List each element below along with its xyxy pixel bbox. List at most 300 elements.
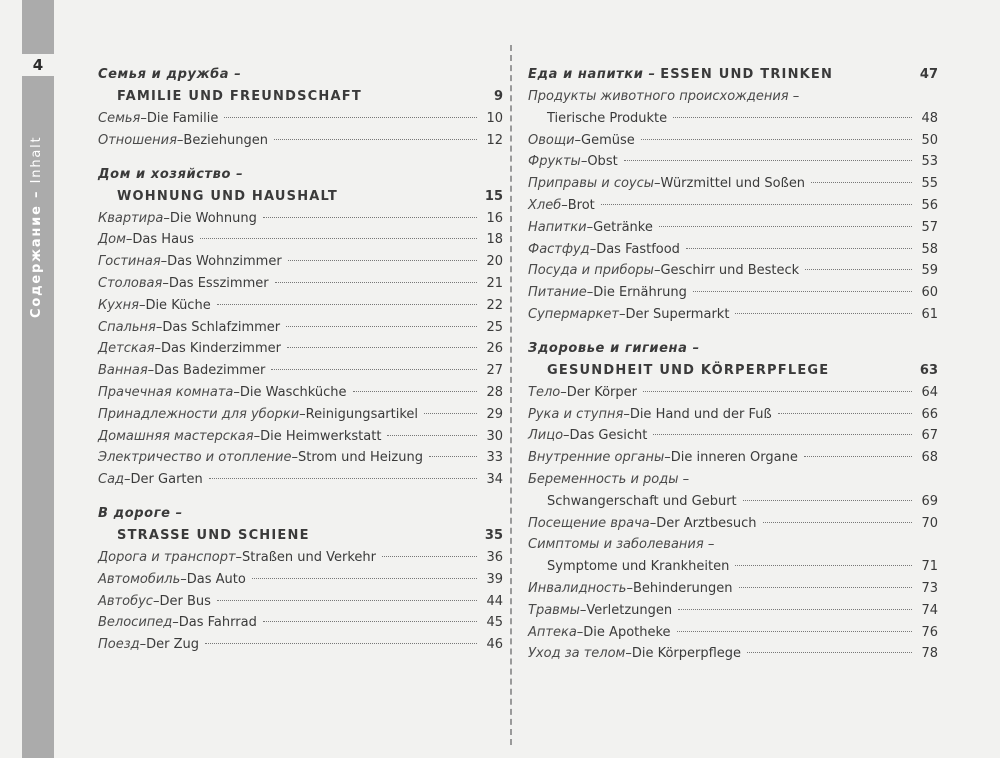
section-title-ru: Семья и дружба – [98, 67, 242, 82]
toc-entry-ru: Фрукты [528, 154, 581, 170]
dot-leader [217, 600, 477, 601]
toc-entry[interactable] [98, 273, 503, 295]
toc-entry-separator: – [160, 254, 168, 270]
toc-entry-page: 34 [486, 472, 503, 488]
toc-entry[interactable] [98, 295, 503, 317]
toc-entry-ru: Фастфуд [528, 241, 590, 257]
toc-entry[interactable] [98, 591, 503, 613]
toc-entry-page: 50 [921, 132, 938, 148]
toc-entry-de: Das Fastfood [596, 241, 680, 257]
toc-entry[interactable] [528, 217, 938, 239]
toc-entry-page: 27 [486, 363, 503, 379]
section-heading-line [98, 525, 503, 547]
toc-entry-line [98, 338, 503, 360]
toc-entry-line [528, 239, 938, 261]
dot-leader [641, 139, 912, 140]
section-title-de: ESSEN UND TRINKEN [660, 67, 834, 82]
toc-entry-page: 69 [921, 493, 938, 509]
toc-entry[interactable] [98, 404, 503, 426]
dot-leader [743, 500, 912, 501]
page-number: 4 [22, 54, 54, 76]
section-heading-line [98, 86, 503, 108]
toc-entry-ru: Поезд [98, 637, 140, 653]
toc-entry[interactable] [528, 151, 938, 173]
toc-entry-line [528, 217, 938, 239]
section-title-ru: Дом и хозяйство – [98, 166, 244, 182]
toc-entry-line [98, 208, 503, 230]
toc-entry-separator: – [299, 406, 306, 422]
toc-entry-ru: Травмы [528, 602, 580, 618]
dot-leader [424, 413, 477, 414]
toc-entry-line [528, 108, 938, 130]
toc-entry-de: Das Wohnzimmer [167, 254, 282, 270]
toc-entry-line [528, 469, 938, 491]
side-label [29, 136, 44, 318]
toc-entry-de: Geschirr und Besteck [660, 263, 800, 279]
toc-entry-page: 39 [486, 571, 503, 587]
toc-entry-separator: – [291, 450, 298, 466]
dot-leader [205, 643, 477, 644]
toc-entry-line [98, 130, 503, 152]
toc-entry-separator: – [154, 341, 162, 357]
toc-entry-ru: Отношения [98, 132, 177, 148]
toc-entry-page: 66 [921, 406, 938, 422]
toc-entry-de: Die Heimwerkstatt [260, 428, 382, 444]
dot-leader [678, 609, 912, 610]
toc-entry-ru: Овощи [528, 132, 575, 148]
toc-entry-de: Der Garten [130, 472, 203, 488]
toc-entry-ru: Принадлежности для уборки [98, 406, 300, 422]
toc-entry-de: Beziehungen [183, 132, 268, 148]
right-column [528, 64, 938, 677]
dot-leader [217, 304, 477, 305]
section-heading-line [98, 503, 503, 525]
toc-section [528, 64, 938, 326]
dot-leader [811, 182, 912, 183]
toc-entry-page: 44 [486, 593, 503, 609]
toc-section [98, 164, 503, 491]
toc-entry-ru: Дорога и транспорт [98, 549, 236, 565]
toc-entry-page: 10 [486, 111, 503, 126]
side-label-sub: Inhalt [29, 135, 44, 184]
toc-entry-separator: – [561, 197, 568, 213]
toc-entry-page: 25 [486, 319, 503, 335]
toc-entry-page: 73 [921, 580, 938, 596]
toc-entry-line [98, 317, 503, 339]
dot-leader [287, 347, 477, 348]
toc-entry[interactable] [528, 600, 938, 622]
toc-entry[interactable] [98, 447, 503, 469]
toc-entry-ru: Супермаркет [528, 306, 619, 322]
dot-leader [763, 522, 912, 523]
toc-entry-separator: – [586, 285, 594, 301]
dot-leader [274, 139, 477, 140]
section-page-number: 63 [919, 362, 938, 378]
toc-entry-ru: Инвалидность [528, 580, 627, 596]
toc-entry-page: 68 [921, 450, 938, 466]
toc-entry-de: Das Auto [186, 571, 246, 587]
toc-entry-page: 71 [921, 559, 938, 575]
toc-entry-line [528, 282, 938, 304]
toc-entry-ru: Напитки [528, 219, 587, 235]
toc-entry-ru: Беременность и роды – [528, 471, 690, 487]
toc-entry-separator: – [253, 428, 261, 444]
toc-entry-separator: – [626, 580, 633, 596]
dot-leader [353, 391, 477, 392]
toc-section [528, 338, 938, 665]
toc-entry-page: 67 [921, 428, 938, 444]
toc-entry-de: Würzmittel und Soßen [660, 176, 806, 192]
dot-leader [686, 248, 912, 249]
dot-leader [200, 238, 477, 239]
toc-entry-ru: Симптомы и заболевания – [528, 537, 715, 553]
section-page-number: 15 [484, 188, 503, 204]
toc-entry-de: Die Familie [146, 111, 219, 126]
toc-entry-line [98, 295, 503, 317]
toc-entry-de: Das Gesicht [569, 428, 648, 444]
toc-entry[interactable] [528, 534, 938, 578]
toc-entry[interactable] [98, 547, 503, 569]
toc-entry-de: Schwangerschaft und Geburt [547, 493, 737, 509]
toc-entry-line [528, 534, 938, 556]
section-heading-line [98, 164, 503, 186]
toc-entry-page: 76 [921, 624, 938, 640]
toc-entry-line [528, 643, 938, 665]
toc-entry-page: 18 [486, 232, 503, 248]
dot-leader [653, 434, 912, 435]
toc-entry[interactable] [528, 404, 938, 426]
toc-entry-line [528, 130, 938, 152]
toc-entry-separator: – [563, 428, 570, 444]
toc-entry-page: 59 [921, 263, 938, 279]
toc-entry-line [98, 591, 503, 613]
dot-leader [263, 621, 477, 622]
toc-entry-de: Der Bus [159, 593, 211, 609]
section-heading [528, 64, 938, 86]
toc-entry-separator: – [162, 275, 169, 291]
toc-entry[interactable] [528, 173, 938, 195]
toc-entry-de: Die Waschküche [239, 384, 347, 400]
toc-entry[interactable] [528, 469, 938, 513]
dot-leader [778, 413, 912, 414]
toc-entry-ru: Продукты животного происхождения – [528, 89, 800, 104]
toc-entry-ru: Тело [528, 384, 561, 400]
toc-entry-line [98, 569, 503, 591]
toc-entry-de: Die Wohnung [169, 210, 257, 226]
toc-entry[interactable] [528, 578, 938, 600]
toc-entry-separator: – [124, 472, 131, 488]
toc-entry-line [98, 382, 503, 404]
toc-entry[interactable] [528, 425, 938, 447]
toc-entry-separator: – [664, 450, 671, 466]
toc-entry-separator: – [155, 319, 163, 335]
dot-leader [673, 117, 912, 118]
section-title-de: STRASSE UND SCHIENE [117, 527, 310, 543]
dot-leader [601, 204, 912, 205]
toc-entry-ru: Рука и ступня [528, 406, 624, 422]
toc-entry-ru: Внутренние органы [528, 450, 665, 466]
toc-entry-ru: Электричество и отопление [98, 450, 292, 466]
toc-entry-ru: Велосипед [98, 615, 173, 631]
toc-entry[interactable] [528, 382, 938, 404]
section-heading-line [528, 338, 938, 360]
toc-entry-separator: – [623, 406, 630, 422]
toc-entry-page: 61 [921, 306, 938, 322]
toc-entry-page: 48 [921, 110, 938, 126]
section-page-number: 47 [919, 67, 938, 82]
toc-entry-page: 60 [921, 285, 938, 301]
toc-entry-separator: – [235, 549, 243, 565]
toc-entry-ru: Аптека [528, 624, 577, 640]
section-title-ru: Здоровье и гигиена – [528, 340, 700, 356]
toc-entry-ru: Кухня [98, 297, 139, 313]
toc-entry-line [98, 360, 503, 382]
section-heading [528, 338, 938, 382]
toc-entry-ru: Семья [98, 111, 141, 126]
toc-entry-separator: – [176, 132, 184, 148]
toc-entry-de: Das Haus [132, 232, 195, 248]
toc-entry-ru: Домашняя мастерская [98, 428, 254, 444]
section-heading [98, 164, 503, 208]
toc-entry-ru: Хлеб [528, 197, 562, 213]
section-title-de: GESUNDHEIT UND KÖRPERPFLEGE [547, 362, 830, 378]
toc-entry-line [528, 382, 938, 404]
toc-entry[interactable] [98, 360, 503, 382]
toc-entry-ru: Лицо [528, 428, 564, 444]
toc-entry-page: 74 [921, 602, 938, 618]
toc-entry-de: Der Supermarkt [625, 306, 730, 322]
toc-entry-ru: Спальня [98, 319, 156, 335]
dot-leader [429, 456, 477, 457]
toc-entry-separator: – [579, 602, 587, 618]
toc-entry-de: Der Zug [146, 637, 200, 653]
toc-entry-separator: – [586, 219, 594, 235]
toc-entry-de: Verletzungen [586, 602, 673, 618]
toc-entry-page: 33 [486, 450, 503, 466]
toc-entry[interactable] [528, 239, 938, 261]
toc-entry-page: 20 [486, 254, 503, 270]
toc-entry-ru: Прачечная комната [98, 384, 234, 400]
dot-leader [739, 587, 912, 588]
toc-entry-line [528, 513, 938, 535]
toc-entry[interactable] [528, 622, 938, 644]
toc-entry-de: Tierische Produkte [547, 110, 668, 126]
column-divider [510, 45, 512, 745]
toc-entry-page: 56 [921, 197, 938, 213]
toc-entry[interactable] [98, 317, 503, 339]
toc-entry-de: Das Esszimmer [168, 275, 269, 291]
section-heading-line [528, 360, 938, 382]
toc-entry-line [528, 173, 938, 195]
toc-entry[interactable] [98, 569, 503, 591]
toc-entry[interactable] [98, 130, 503, 152]
toc-entry-ru: Гостиная [98, 254, 161, 270]
toc-entry[interactable] [98, 634, 503, 656]
toc-entry-ru: Квартира [98, 210, 164, 226]
toc-entry-line [98, 547, 503, 569]
toc-entry-line [528, 600, 938, 622]
toc-entry[interactable] [98, 612, 503, 634]
toc-entry-page: 53 [921, 154, 938, 170]
toc-entry[interactable] [528, 195, 938, 217]
section-heading [98, 64, 503, 108]
toc-entry-page: 29 [486, 406, 503, 422]
toc-entry-page: 46 [486, 637, 503, 653]
toc-entry[interactable] [98, 426, 503, 448]
toc-entry-line [528, 622, 938, 644]
toc-entry-separator: – [576, 624, 584, 640]
section-title-de: WOHNUNG UND HAUSHALT [117, 188, 338, 204]
side-strip [22, 0, 54, 758]
dot-leader [677, 631, 912, 632]
left-column [98, 64, 503, 668]
section-heading-line [98, 64, 503, 86]
toc-entry-page: 16 [486, 210, 503, 226]
toc-entry-de: Strom und Heizung [297, 450, 423, 466]
toc-entry[interactable] [528, 304, 938, 326]
section-heading-line [528, 64, 938, 86]
toc-entry-ru: Питание [528, 285, 587, 301]
toc-entry-ru: Сад [98, 472, 125, 488]
toc-entry-separator: – [589, 241, 597, 257]
toc-entry[interactable] [528, 86, 938, 130]
toc-entry-separator: – [152, 593, 160, 609]
toc-entry[interactable] [528, 260, 938, 282]
dot-leader [659, 226, 912, 227]
dot-leader [252, 578, 477, 579]
dot-leader [387, 435, 477, 436]
toc-entry-separator: – [138, 297, 146, 313]
toc-entry-de: Gemüse [581, 132, 635, 148]
toc-entry-separator: – [172, 615, 179, 631]
toc-entry-ru: Ванная [98, 363, 148, 379]
toc-entry-ru: Автомобиль [98, 571, 181, 587]
toc-entry-de: Die Körperpflege [631, 646, 742, 662]
toc-entry-separator: – [654, 176, 661, 192]
toc-entry[interactable] [98, 208, 503, 230]
toc-entry-page: 57 [921, 219, 938, 235]
dot-leader [271, 369, 477, 370]
toc-entry-de: Obst [587, 154, 618, 170]
toc-entry-de: Der Arztbesuch [656, 515, 757, 531]
toc-entry-line [98, 251, 503, 273]
toc-entry-de: Symptome und Krankheiten [547, 559, 730, 575]
toc-entry-line [528, 151, 938, 173]
dot-leader [382, 556, 477, 557]
toc-entry-line [528, 86, 938, 108]
toc-entry-ru: Автобус [98, 593, 153, 609]
toc-entry-ru: Столовая [98, 275, 163, 291]
toc-entry[interactable] [528, 282, 938, 304]
toc-entry-ru: Дом [98, 232, 126, 248]
toc-entry-line [528, 425, 938, 447]
toc-entry-page: 70 [921, 515, 938, 531]
dot-leader [224, 117, 477, 118]
toc-entry-de: Das Schlafzimmer [162, 319, 281, 335]
toc-section [98, 503, 503, 656]
toc-entry-separator: – [140, 111, 147, 126]
toc-entry-line [528, 404, 938, 426]
toc-entry-line [98, 634, 503, 656]
toc-entry[interactable] [98, 382, 503, 404]
toc-entry-ru: Приправы и соусы [528, 176, 655, 192]
toc-entry-separator: – [125, 232, 133, 248]
side-label-main: Содержание [29, 204, 44, 318]
section-heading-line [98, 186, 503, 208]
toc-entry-page: 21 [486, 275, 503, 291]
toc-entry-separator: – [625, 646, 632, 662]
dot-leader [288, 260, 477, 261]
toc-entry-ru: Посуда и приборы [528, 263, 654, 279]
toc-entry-de: Die Küche [145, 297, 211, 313]
toc-entry-de: Behinderungen [632, 580, 733, 596]
toc-entry[interactable] [98, 338, 503, 360]
toc-entry-separator: – [560, 384, 567, 400]
dot-leader [286, 326, 477, 327]
toc-entry-de: Reinigungsartikel [305, 406, 419, 422]
toc-entry-de: Die Apotheke [583, 624, 671, 640]
toc-entry-page: 30 [486, 428, 503, 444]
dot-leader [263, 217, 477, 218]
toc-entry-de: Die inneren Organe [670, 450, 798, 466]
toc-entry-de: Der Körper [566, 384, 637, 400]
toc-entry-separator: – [649, 515, 657, 531]
section-heading [98, 503, 503, 547]
dot-leader [693, 291, 912, 292]
toc-entry-ru: Посещение врача [528, 515, 650, 531]
toc-entry-separator: – [180, 571, 187, 587]
toc-entry-line [98, 273, 503, 295]
toc-entry[interactable] [528, 513, 938, 535]
toc-entry[interactable] [98, 251, 503, 273]
toc-entry-line [528, 578, 938, 600]
side-label-sep: – [29, 183, 44, 205]
toc-entry-line [98, 229, 503, 251]
toc-entry-de: Das Kinderzimmer [161, 341, 281, 357]
dot-leader [275, 282, 477, 283]
toc-entry-line [98, 469, 503, 491]
dot-leader [643, 391, 912, 392]
toc-entry-line [98, 404, 503, 426]
toc-entry[interactable] [528, 643, 938, 665]
toc-entry-de: Das Fahrrad [178, 615, 257, 631]
toc-entry[interactable] [528, 447, 938, 469]
dot-leader [735, 313, 912, 314]
toc-entry-page: 36 [486, 549, 503, 565]
toc-entry-page: 26 [486, 341, 503, 357]
toc-entry-page: 12 [486, 132, 503, 148]
toc-entry-separator: – [147, 363, 155, 379]
toc-entry-page: 58 [921, 241, 938, 257]
toc-entry-separator: – [139, 637, 147, 653]
toc-entry-separator: – [163, 210, 170, 226]
toc-entry-de: Die Ernährung [593, 285, 687, 301]
toc-entry-page: 78 [921, 646, 938, 662]
toc-entry-ru: Уход за телом [528, 646, 626, 662]
toc-entry[interactable] [98, 108, 503, 130]
toc-entry[interactable] [528, 130, 938, 152]
toc-entry-line [528, 556, 938, 578]
toc-entry-page: 45 [486, 615, 503, 631]
toc-entry-de: Straßen und Verkehr [242, 549, 377, 565]
toc-entry-separator: – [233, 384, 240, 400]
toc-entry[interactable] [98, 229, 503, 251]
dot-leader [209, 478, 477, 479]
toc-entry-line [98, 426, 503, 448]
toc-entry-separator: – [574, 132, 582, 148]
section-title-de: FAMILIE UND FREUNDSCHAFT [117, 89, 362, 104]
toc-entry[interactable] [98, 469, 503, 491]
